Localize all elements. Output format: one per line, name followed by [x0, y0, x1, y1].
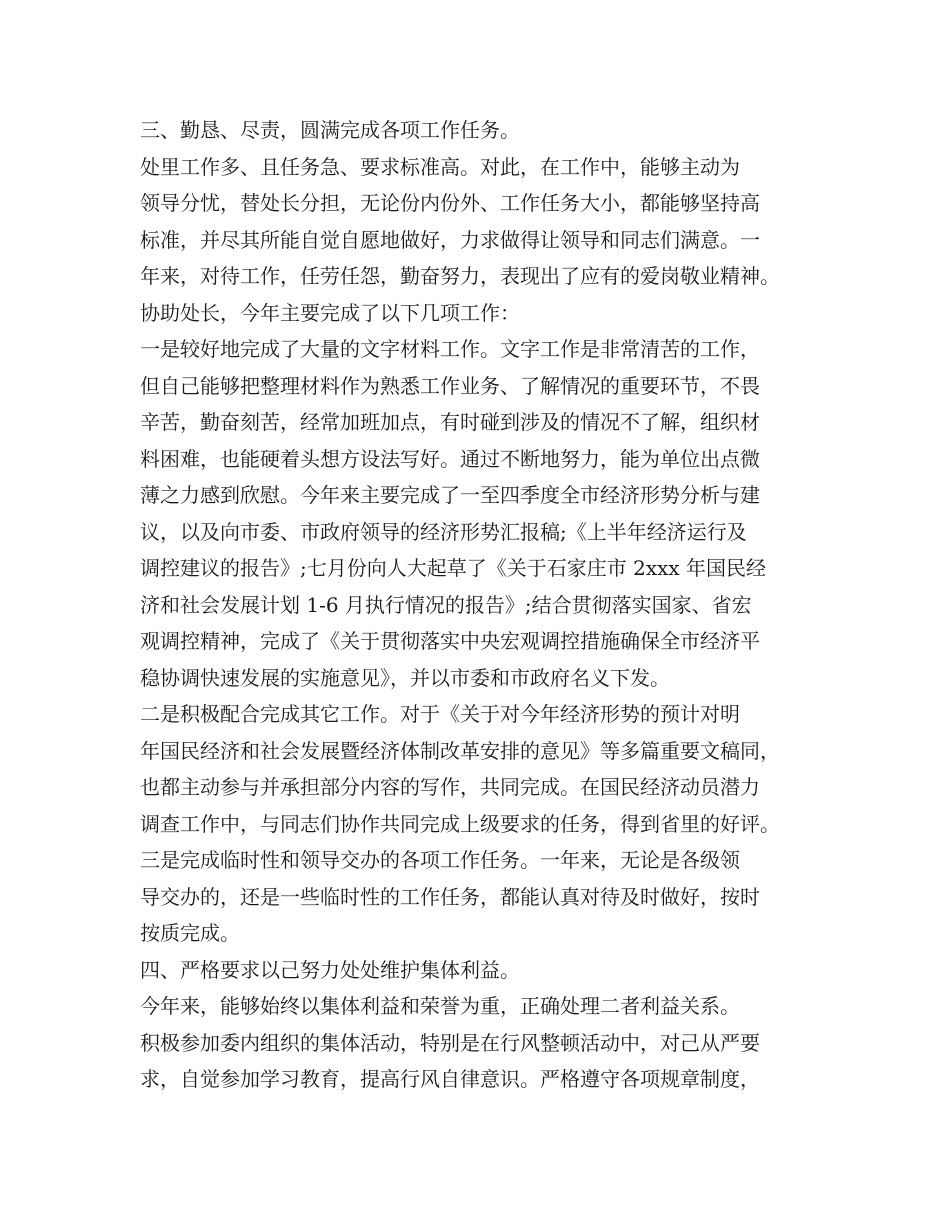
paragraph-line: 年来，对待工作，任劳任怨，勤奋努力，表现出了应有的爱岗敬业精神。: [140, 264, 780, 288]
paragraph-line: 协助处长，今年主要完成了以下几项工作：: [140, 300, 520, 325]
paragraph-line: 按质完成。: [140, 921, 240, 945]
paragraph-line: 观调控精神，完成了《关于贯彻落实中央宏观调控措施确保全市经济平: [140, 629, 760, 653]
paragraph-line: 三是完成临时性和领导交办的各项工作任务。一年来，无论是各级领: [140, 848, 740, 872]
paragraph-line: 一是较好地完成了大量的文字材料工作。文字工作是非常清苦的工作，: [140, 337, 760, 361]
paragraph-line: 料困难，也能硬着头想方设法写好。通过不断地努力，能为单位出点微: [140, 446, 760, 471]
paragraph-line: 标准，并尽其所能自觉自愿地做好，力求做得让领导和同志们满意。一: [140, 227, 760, 252]
section-heading-three: 三、勤恳、尽责，圆满完成各项工作任务。: [140, 118, 520, 142]
paragraph-line: 但自己能够把整理材料作为熟悉工作业务、了解情况的重要环节，不畏: [140, 373, 760, 398]
paragraph-line: 求，自觉参加学习教育，提高行风自律意识。严格遵守各项规章制度，: [140, 1067, 760, 1091]
paragraph-line: 议，以及向市委、市政府领导的经济形势汇报稿;《上半年经济运行及: [140, 519, 747, 544]
paragraph-line: 也都主动参与并承担部分内容的写作，共同完成。在国民经济动员潜力: [140, 775, 760, 799]
paragraph-line: 处里工作多、且任务急、要求标准高。对此，在工作中，能够主动为: [140, 154, 740, 179]
paragraph-line: 济和社会发展计划 1-6 月执行情况的报告》;结合贯彻落实国家、省宏: [140, 592, 752, 617]
section-heading-four: 四、严格要求以己努力处处维护集体利益。: [140, 957, 520, 982]
paragraph-line: 导交办的，还是一些临时性的工作任务，都能认真对待及时做好，按时: [140, 884, 760, 909]
paragraph-line: 调控建议的报告》;七月份向人大起草了《关于石家庄市 2xxx 年国民经: [140, 556, 767, 580]
paragraph-line: 领导分忧，替处长分担，无论份内份外、工作任务大小，都能够坚持高: [140, 191, 760, 215]
paragraph-line: 稳协调快速发展的实施意见》，并以市委和市政府名义下发。: [140, 665, 670, 690]
paragraph-line: 积极参加委内组织的集体活动，特别是在行风整顿活动中，对己从严要: [140, 1030, 760, 1055]
paragraph-line: 年国民经济和社会发展暨经济体制改革安排的意见》等多篇重要文稿同，: [140, 738, 780, 763]
paragraph-line: 今年来，能够始终以集体利益和荣誉为重，正确处理二者利益关系。: [140, 994, 740, 1018]
paragraph-line: 辛苦，勤奋刻苦，经常加班加点，有时碰到涉及的情况不了解，组织材: [140, 410, 760, 434]
paragraph-line: 二是积极配合完成其它工作。对于《关于对今年经济形势的预计对明: [140, 702, 740, 726]
paragraph-line: 调查工作中，与同志们协作共同完成上级要求的任务，得到省里的好评。: [140, 811, 780, 836]
document-body: [140, 112, 830, 1098]
paragraph-line: 薄之力感到欣慰。今年来主要完成了一至四季度全市经济形势分析与建: [140, 483, 760, 507]
